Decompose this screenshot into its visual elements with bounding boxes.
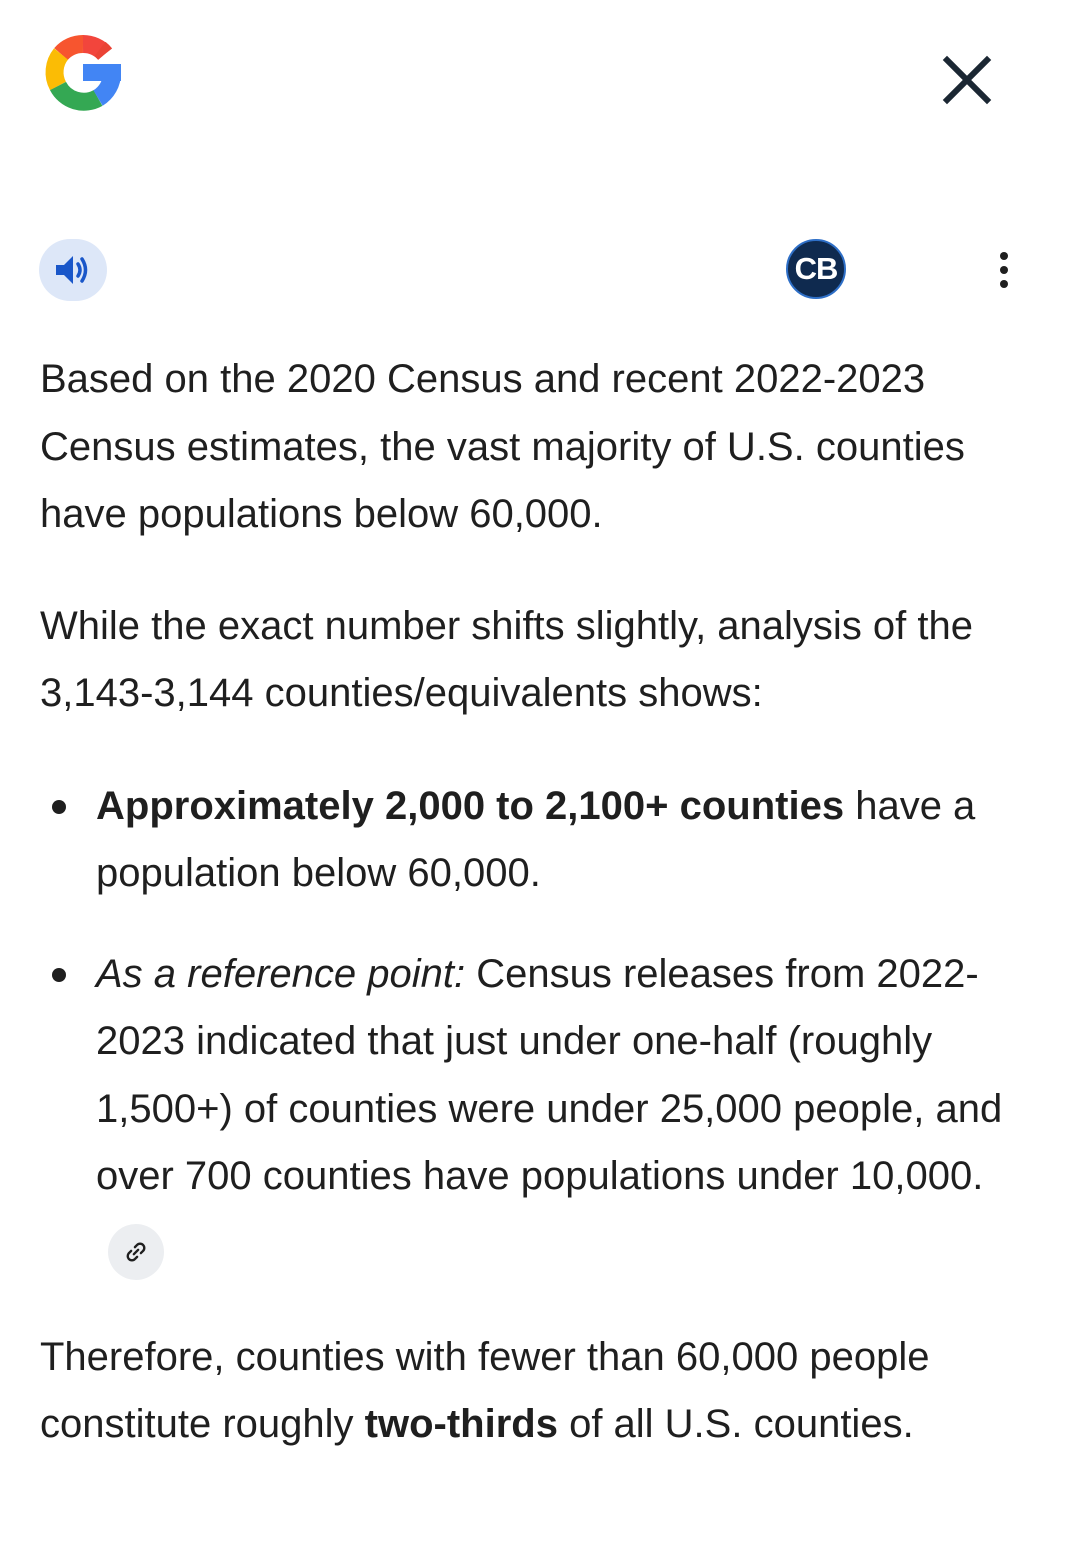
read-aloud-button[interactable] xyxy=(39,239,107,301)
speaker-icon xyxy=(54,253,92,287)
list-item xyxy=(40,941,1040,1280)
list-item-text: have a population below 60,000. xyxy=(96,783,976,895)
paragraph-text: Therefore, counties with fewer than 60,000 people constitute roughly xyxy=(40,1334,930,1446)
bold-text: Approximately 2,000 to 2,100+ counties xyxy=(96,783,845,828)
response-paragraph xyxy=(40,1324,1040,1459)
bullet-list xyxy=(40,773,1040,1280)
response-paragraph: While the exact number shifts slightly, analysis of the 3,143-3,144 counties/equivalents shows: xyxy=(40,603,974,715)
bullet-dot xyxy=(52,800,66,814)
google-logo xyxy=(36,26,130,120)
source-link-button[interactable] xyxy=(108,1224,164,1280)
source-badge[interactable]: CB xyxy=(786,239,846,299)
google-g-icon xyxy=(36,26,130,120)
italic-text: As a reference point: xyxy=(96,951,466,996)
more-vert-icon xyxy=(1000,252,1008,260)
paragraph-text: of all U.S. counties. xyxy=(557,1402,914,1446)
bullet-dot xyxy=(52,968,66,982)
close-button[interactable] xyxy=(930,48,1004,112)
response-content xyxy=(40,346,1040,1459)
response-paragraph: Based on the 2020 Census and recent 2022-2023 Census estimates, the vast majority of U.S. counties have populations below 60,000. xyxy=(40,357,965,536)
list-item-text: Census releases from 2022-2023 indicated that just under one-half (roughly 1,500+) of counties were under 25,000 people, and over 700 counties have populations under 10,000. xyxy=(96,951,1003,1198)
close-icon xyxy=(942,55,992,105)
bold-text: two-thirds xyxy=(364,1402,558,1446)
list-item xyxy=(40,773,1040,908)
link-icon xyxy=(123,1239,149,1265)
more-options-button[interactable] xyxy=(982,242,1026,298)
